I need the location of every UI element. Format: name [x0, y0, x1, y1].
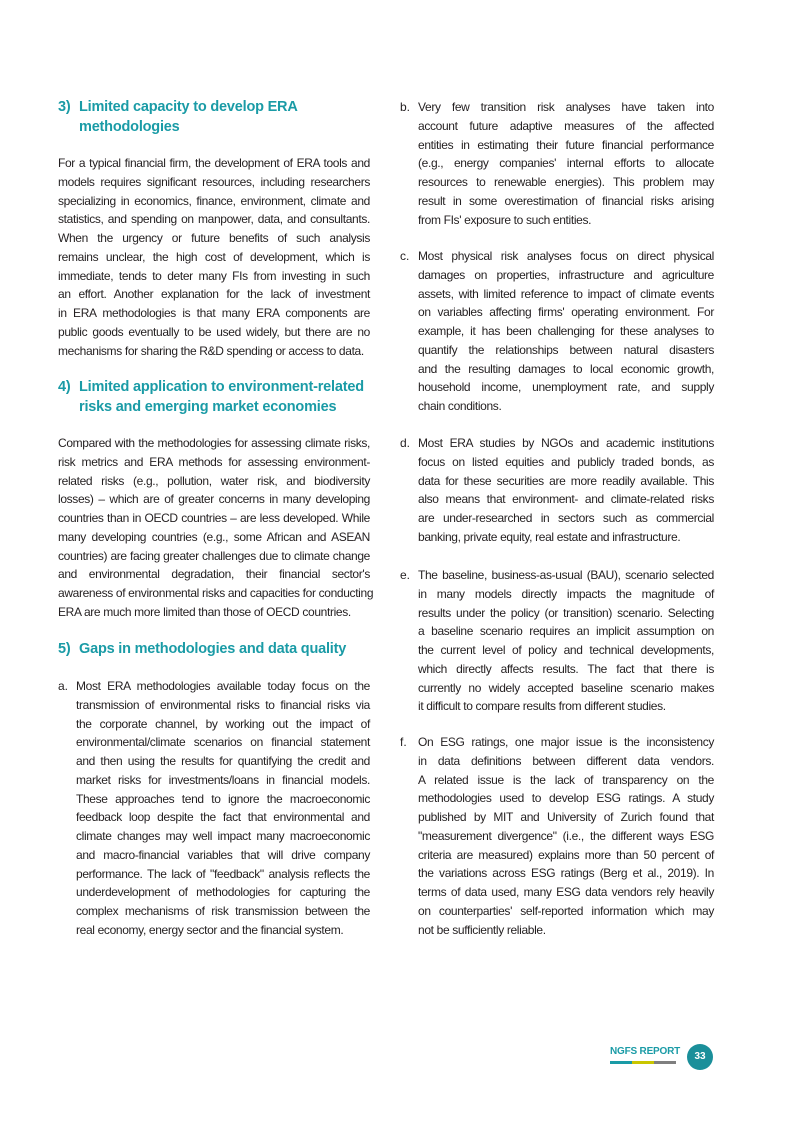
text-line: the corporate channel, by working out the impact of	[76, 716, 370, 731]
text-line: in many models directly impacts the magnitude of	[418, 586, 714, 601]
list-item-text	[418, 247, 714, 416]
text-line: statistics, and spending on manpower, data, and consultants.	[58, 212, 370, 227]
heading-line: methodologies	[79, 119, 180, 135]
list-marker: d.	[400, 436, 411, 450]
text-line: awareness of environmental risks and capacities for conducting	[58, 586, 374, 600]
text-line: currently no widely accepted baseline scenario makes	[418, 680, 714, 695]
text-line: and environmental degradation, their financial sector's	[58, 567, 370, 582]
text-line: and macro-financial variables that will drive company	[76, 847, 370, 862]
footer-bar-gray	[654, 1061, 676, 1064]
list-marker: f.	[400, 735, 407, 749]
list-marker: c.	[400, 249, 410, 263]
list-marker: a.	[58, 679, 69, 693]
text-line: market risks for investments/loans in financial models.	[76, 772, 370, 787]
text-line: not be sufficiently reliable.	[418, 922, 546, 937]
heading-line: Gaps in methodologies and data quality	[79, 641, 347, 657]
text-line: an effort. Another explanation for the lack of investment	[58, 287, 370, 302]
text-line: data for these securities are more readily available. This	[418, 473, 714, 488]
text-line: criteria are measured) explains more than 50 percent of	[418, 847, 714, 862]
text-line: Compared with the methodologies for assessing climate risks,	[58, 436, 370, 450]
paragraph-limited-application	[58, 434, 374, 622]
text-line: household income, unemployment rate, and supply	[418, 380, 714, 395]
text-line: and then using the results for quantifying the credit and	[76, 754, 370, 768]
text-line: Most ERA studies by NGOs and academic institutions	[418, 436, 714, 450]
text-line: Very few transition risk analyses have taken into	[418, 100, 714, 114]
text-line: entities in estimating their future financial performance	[418, 137, 714, 152]
text-line: related risks (e.g., pollution, water risk, and biodiversity	[58, 473, 370, 488]
text-line: on counterparties' self-reported information which may	[418, 903, 714, 918]
text-line: public goods eventually to be used widely, but there are no	[58, 324, 370, 339]
footer-bar-yellow	[632, 1061, 654, 1064]
text-line: ERA are much more limited than those of OECD countries.	[58, 604, 351, 619]
list-item-e	[400, 566, 714, 716]
text-line: quantify the relationships between natural disasters	[418, 342, 714, 357]
text-line: The baseline, business-as-usual (BAU), scenario selected	[418, 568, 714, 582]
list-marker: b.	[400, 100, 411, 114]
text-line: terms of data used, many ESG data vendors rely heavily	[418, 885, 714, 899]
text-line: which directly affects results. The fact that there is	[418, 661, 714, 676]
text-line: published by MIT and University of Zurich found that	[418, 810, 714, 824]
text-line: assets, with limited reference to impact of climate events	[418, 286, 714, 301]
list-item-text	[418, 733, 714, 939]
text-line: are under-researched in sectors such as commercial	[418, 511, 714, 525]
text-line: A related issue is the lack of transparency on the	[418, 772, 714, 787]
text-line: on variables affecting firms' operating environment. For	[418, 305, 714, 320]
text-line: resources to renewable energies). This problem may	[418, 175, 714, 189]
heading-limited-capacity	[58, 97, 298, 137]
text-line: Most ERA methodologies available today focus on the	[76, 679, 370, 693]
list-item-b	[400, 98, 714, 229]
text-line: account future adaptive measures of the affected	[418, 118, 714, 133]
text-line: underdevelopment of methodologies for capturing the	[76, 885, 370, 900]
heading-line: risks and emerging market economies	[79, 399, 337, 415]
list-item-text	[76, 677, 370, 940]
text-line: it difficult to compare results from different studies.	[418, 699, 666, 714]
text-line: immediate, tends to deter many FIs from investing in such	[58, 268, 370, 283]
text-line: banking, private equity, real estate and infrastructure.	[418, 529, 681, 544]
heading-line: Limited capacity to develop ERA	[79, 99, 298, 115]
text-line: from FIs' exposure to such entities.	[418, 212, 592, 227]
text-line: When the urgency or future benefits of such analysis	[58, 231, 370, 245]
list-item-text	[418, 98, 714, 229]
text-line: real economy, energy sector and the financial system.	[76, 922, 344, 937]
text-line: also means that environment- and climate-related risks	[418, 492, 714, 507]
text-line: methodologies used to develop ESG ratings. A study	[418, 791, 714, 806]
heading-gaps-methodologies	[58, 639, 346, 659]
text-line: example, it has been challenging for these analyses to	[418, 324, 714, 338]
text-line: result in some overestimation of financial risks arising	[418, 193, 714, 208]
list-item-text	[418, 434, 714, 547]
list-item-text	[418, 566, 714, 716]
list-item-f	[400, 733, 714, 939]
text-line: chain conditions.	[418, 399, 502, 413]
text-line: "measurement divergence" (i.e., the different ways ESG	[418, 828, 714, 843]
heading-number: 4)	[58, 379, 71, 395]
text-line: and the resulting damages to local economic growth,	[418, 361, 714, 376]
text-line: For a typical financial firm, the development of ERA tools and	[58, 156, 370, 170]
text-line: (e.g., energy companies' internal efforts to allocate	[418, 156, 714, 171]
text-line: transmission of environmental risks to financial risks via	[76, 697, 370, 712]
text-line: countries than in OECD countries – are less developed. While	[58, 511, 370, 525]
report-label: NGFS REPORT	[610, 1046, 681, 1057]
text-line: countries) are facing greater challenges due to climate change	[58, 548, 370, 563]
list-item-c	[400, 247, 714, 416]
list-marker: e.	[400, 568, 411, 582]
text-line: climate changes may well impact many macroeconomic	[76, 829, 370, 843]
list-item-a	[58, 677, 370, 940]
list-item-d	[400, 434, 714, 547]
text-line: a baseline scenario requires an implicit assumption on	[418, 624, 714, 639]
text-line: complex mechanisms of risk transmission between the	[76, 904, 370, 918]
text-line: These approaches tend to ignore the macroeconomic	[76, 791, 370, 806]
heading-limited-application	[58, 377, 364, 417]
text-line: mechanisms for sharing the R&D spending or access to data.	[58, 343, 364, 358]
text-line: focus on listed equities and publicly traded bonds, as	[418, 454, 714, 469]
text-line: performance. The lack of "feedback" analysis reflects the	[76, 866, 370, 881]
heading-number: 3)	[58, 99, 71, 115]
text-line: models requires significant resources, including researchers	[58, 174, 370, 189]
text-line: Most physical risk analyses focus on direct physical	[418, 249, 714, 263]
text-line: in ERA methodologies is that many ERA components are	[58, 306, 370, 320]
text-line: many developing countries (e.g., some African and ASEAN	[58, 529, 370, 544]
text-line: the variations across ESG ratings (Berg et al., 2019). In	[418, 866, 714, 881]
text-line: On ESG ratings, one major issue is the inconsistency	[418, 735, 714, 749]
text-line: results under the policy (or transition) scenario. Selecting	[418, 605, 714, 620]
text-line: damages on properties, infrastructure and agriculture	[418, 267, 714, 282]
heading-line: Limited application to environment-related	[79, 379, 364, 395]
heading-number: 5)	[58, 641, 71, 657]
text-line: environmental/climate scenarios on financial statement	[76, 735, 370, 750]
text-line: in data definitions between different data vendors.	[418, 753, 714, 768]
page-number: 33	[687, 1044, 713, 1070]
text-line: remains unclear, the high cost of development, which is	[58, 249, 370, 264]
text-line: risk metrics and ERA methods for assessing environment-	[58, 454, 370, 469]
text-line: losses) – which are of greater concerns in many developing	[58, 492, 370, 507]
paragraph-limited-capacity	[58, 154, 370, 360]
text-line: the current level of policy and technical developments,	[418, 643, 714, 657]
footer-bar-teal	[610, 1061, 632, 1064]
text-line: specializing in economics, finance, environment, climate and	[58, 193, 370, 208]
text-line: feedback loop despite the fact that environmental and	[76, 810, 370, 825]
